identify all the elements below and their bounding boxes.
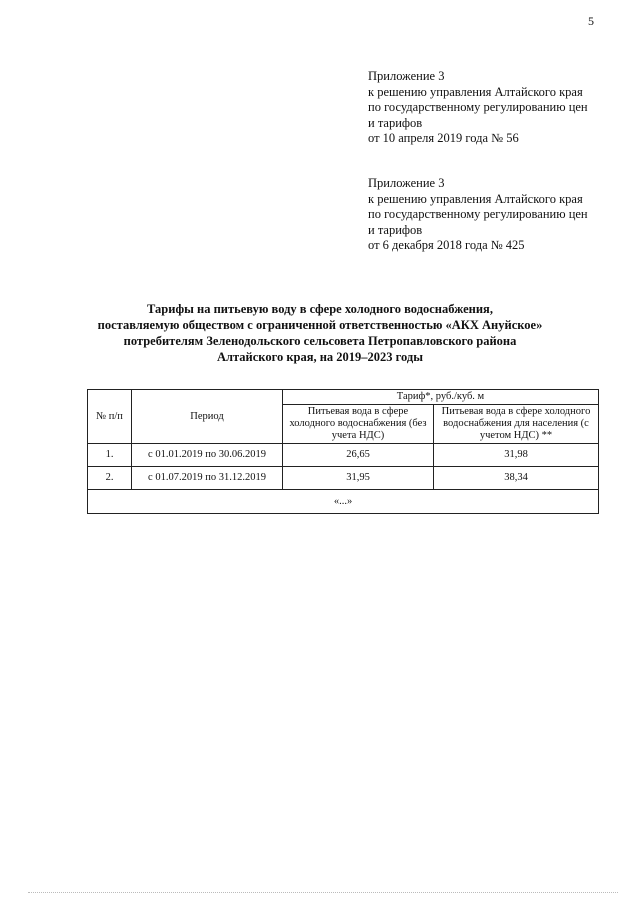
tariff-table <box>87 389 599 514</box>
appendix-line: Приложение 3 <box>368 176 445 190</box>
row-period: с 01.07.2019 по 31.12.2019 <box>132 467 283 490</box>
row-number: 2. <box>88 467 132 490</box>
title-line: поставляемую обществом с ограниченной ответственностью «АКХ Ануйское» <box>97 318 543 332</box>
appendix-line: к решению управления Алтайского края <box>368 191 583 206</box>
appendix-line: к решению управления Алтайского края <box>368 84 583 99</box>
header-with-vat: Питьевая вода в сфере холодного водоснабжения для населения (с учетом НДС) ** <box>434 405 599 444</box>
title-line: Тарифы на питьевую воду в сфере холодного водоснабжения, <box>147 302 493 316</box>
table-row <box>88 467 599 490</box>
table-row <box>88 444 599 467</box>
continuation-mark: «...» <box>88 490 599 514</box>
page-number: 5 <box>588 14 594 28</box>
appendix-line: по государственному регулированию цен <box>368 207 588 221</box>
row-with-vat: 38,34 <box>434 467 599 490</box>
appendix-header-current <box>368 69 618 147</box>
header-period: Период <box>132 390 283 444</box>
appendix-header-previous <box>368 176 618 254</box>
row-period: с 01.01.2019 по 30.06.2019 <box>132 444 283 467</box>
appendix-date-line: от 10 апреля 2019 года № 56 <box>368 131 519 145</box>
title-line: Алтайского края, на 2019–2023 годы <box>216 350 424 364</box>
header-number: № п/п <box>88 390 132 444</box>
row-number: 1. <box>88 444 132 467</box>
appendix-line: и тарифов <box>368 115 423 130</box>
scan-edge-line <box>28 892 618 893</box>
document-title <box>60 301 580 365</box>
header-without-vat: Питьевая вода в сфере холодного водоснабжения (без учета НДС) <box>283 405 434 444</box>
appendix-line: Приложение 3 <box>368 69 445 83</box>
continuation-row <box>88 490 599 514</box>
row-with-vat: 31,98 <box>434 444 599 467</box>
appendix-date-line: от 6 декабря 2018 года № 425 <box>368 238 525 252</box>
title-line: потребителям Зеленодольского сельсовета Петропавловского района <box>123 334 517 348</box>
header-tariff: Тариф*, руб./куб. м <box>283 390 599 405</box>
row-without-vat: 31,95 <box>283 467 434 490</box>
row-without-vat: 26,65 <box>283 444 434 467</box>
appendix-line: по государственному регулированию цен <box>368 100 588 114</box>
appendix-line: и тарифов <box>368 222 423 237</box>
